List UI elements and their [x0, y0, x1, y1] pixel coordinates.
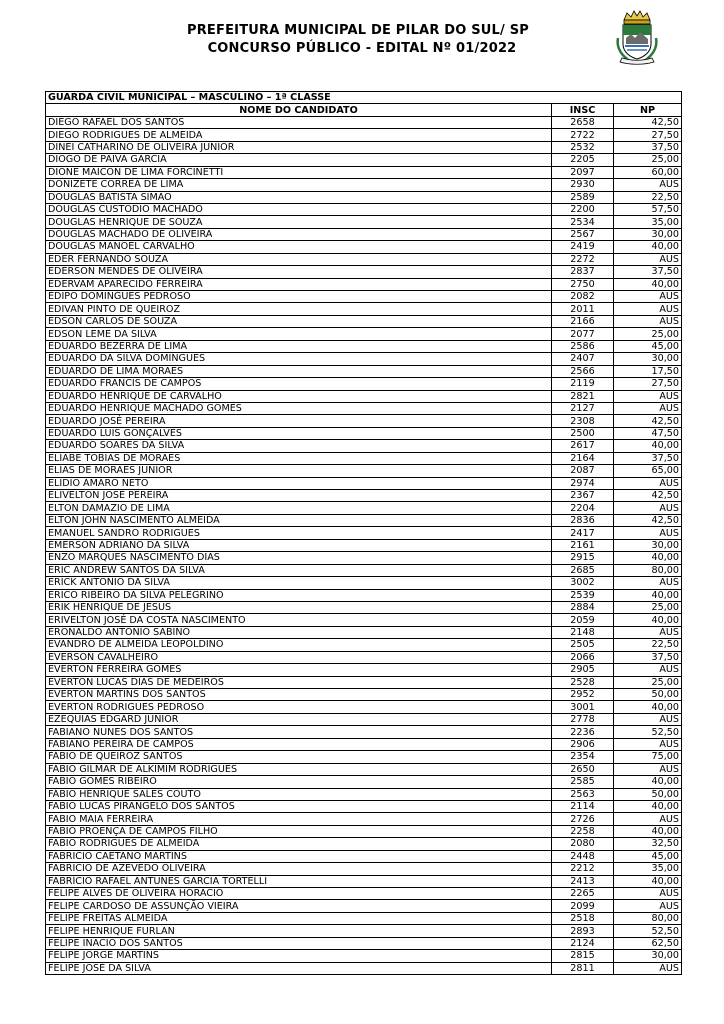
insc-cell: 2148 [552, 626, 614, 638]
insc-cell: 2272 [552, 253, 614, 265]
candidate-name-cell: EDUARDO BEZERRA DE LIMA [46, 340, 552, 352]
table-row [46, 328, 682, 340]
table-row [46, 937, 682, 949]
table-row [46, 962, 682, 974]
insc-cell: 2528 [552, 676, 614, 688]
np-cell: 42,50 [614, 514, 682, 526]
candidate-name-cell: EMANUEL SANDRO RODRIGUES [46, 527, 552, 539]
np-cell: AUS [614, 713, 682, 725]
np-cell: AUS [614, 390, 682, 402]
np-cell: 40,00 [614, 278, 682, 290]
table-row [46, 402, 682, 414]
np-cell: 50,00 [614, 788, 682, 800]
column-header-insc: INSC [552, 104, 614, 116]
insc-cell: 2585 [552, 776, 614, 788]
insc-cell: 2097 [552, 166, 614, 178]
np-cell: AUS [614, 502, 682, 514]
candidate-name-cell: FELIPE CARDOSO DE ASSUNÇÃO VIEIRA [46, 900, 552, 912]
table-row [46, 390, 682, 402]
insc-cell: 2722 [552, 129, 614, 141]
np-cell: 37,50 [614, 266, 682, 278]
municipal-coat-of-arms-icon [614, 8, 660, 66]
table-row [46, 266, 682, 278]
table-row [46, 676, 682, 688]
insc-cell: 2974 [552, 477, 614, 489]
np-cell: AUS [614, 527, 682, 539]
insc-cell: 2099 [552, 900, 614, 912]
candidate-name-cell: DIEGO RAFAEL DOS SANTOS [46, 116, 552, 128]
np-cell: 25,00 [614, 328, 682, 340]
table-row [46, 315, 682, 327]
table-row [46, 141, 682, 153]
np-cell: 35,00 [614, 216, 682, 228]
insc-cell: 2413 [552, 875, 614, 887]
table-row [46, 626, 682, 638]
candidate-name-cell: FÁBIO HENRIQUE SALES COUTO [46, 788, 552, 800]
insc-cell: 2563 [552, 788, 614, 800]
insc-cell: 2532 [552, 141, 614, 153]
insc-cell: 2567 [552, 228, 614, 240]
candidate-name-cell: ELTON JOHN NASCIMENTO ALMEIDA [46, 514, 552, 526]
np-cell: AUS [614, 664, 682, 676]
table-row [46, 664, 682, 676]
insc-cell: 2750 [552, 278, 614, 290]
np-cell: 32,50 [614, 838, 682, 850]
candidate-name-cell: FELIPE ALVES DE OLIVEIRA HORÁCIO [46, 888, 552, 900]
np-cell: 40,00 [614, 552, 682, 564]
np-cell: 52,50 [614, 726, 682, 738]
table-row [46, 552, 682, 564]
np-cell: 30,00 [614, 950, 682, 962]
candidate-name-cell: DONIZETE CORREA DE LIMA [46, 179, 552, 191]
table-row [46, 701, 682, 713]
table-row [46, 589, 682, 601]
candidate-name-cell: ERIC ANDREW SANTOS DA SILVA [46, 564, 552, 576]
candidate-name-cell: EDUARDO DA SILVA DOMINGUES [46, 353, 552, 365]
np-cell: 75,00 [614, 751, 682, 763]
candidate-name-cell: FABRICIO DE AZEVEDO OLIVEIRA [46, 863, 552, 875]
candidate-name-cell: ELIAS DE MORAES JUNIOR [46, 465, 552, 477]
candidate-name-cell: FABIANO PEREIRA DE CAMPOS [46, 738, 552, 750]
candidate-name-cell: ERIVELTON JOSÉ DA COSTA NASCIMENTO [46, 614, 552, 626]
insc-cell: 2893 [552, 925, 614, 937]
insc-cell: 2082 [552, 291, 614, 303]
np-cell: 40,00 [614, 825, 682, 837]
column-header-np: NP [614, 104, 682, 116]
insc-cell: 2011 [552, 303, 614, 315]
table-row [46, 228, 682, 240]
np-cell: 40,00 [614, 701, 682, 713]
table-row [46, 850, 682, 862]
candidate-name-cell: ÉDIPO DOMINGUES PEDROSO [46, 291, 552, 303]
table-row [46, 116, 682, 128]
np-cell: 60,00 [614, 166, 682, 178]
table-row [46, 452, 682, 464]
np-cell: 27,50 [614, 378, 682, 390]
insc-cell: 2836 [552, 514, 614, 526]
np-cell: 42,50 [614, 116, 682, 128]
table-row [46, 800, 682, 812]
insc-cell: 2539 [552, 589, 614, 601]
np-cell: AUS [614, 738, 682, 750]
insc-cell: 2166 [552, 315, 614, 327]
candidate-name-cell: EDERSON MENDES DE OLIVEIRA [46, 266, 552, 278]
insc-cell: 2906 [552, 738, 614, 750]
np-cell: 42,50 [614, 415, 682, 427]
table-row [46, 863, 682, 875]
insc-cell: 2566 [552, 365, 614, 377]
np-cell: AUS [614, 813, 682, 825]
np-cell: 27,50 [614, 129, 682, 141]
table-row [46, 203, 682, 215]
table-row [46, 763, 682, 775]
table-row [46, 539, 682, 551]
np-cell: 40,00 [614, 241, 682, 253]
insc-cell: 2448 [552, 850, 614, 862]
table-row [46, 278, 682, 290]
candidate-name-cell: FABIO GOMES RIBEIRO [46, 776, 552, 788]
candidate-name-cell: FELIPE INACIO DOS SANTOS [46, 937, 552, 949]
candidate-name-cell: EDERVAM APARECIDO FERREIRA [46, 278, 552, 290]
candidate-name-cell: FÁBIO PROENÇA DE CAMPOS FILHO [46, 825, 552, 837]
candidate-name-cell: ÉDER FERNANDO SOUZA [46, 253, 552, 265]
insc-cell: 2124 [552, 937, 614, 949]
np-cell: AUS [614, 763, 682, 775]
candidate-name-cell: EVERTON MARTINS DOS SANTOS [46, 689, 552, 701]
insc-cell: 2212 [552, 863, 614, 875]
np-cell: 40,00 [614, 776, 682, 788]
insc-cell: 2505 [552, 639, 614, 651]
np-cell: 52,50 [614, 925, 682, 937]
candidates-table [45, 91, 682, 975]
insc-cell: 2080 [552, 838, 614, 850]
insc-cell: 2164 [552, 452, 614, 464]
table-row [46, 253, 682, 265]
insc-cell: 2265 [552, 888, 614, 900]
np-cell: 80,00 [614, 912, 682, 924]
table-row [46, 776, 682, 788]
np-cell: 30,00 [614, 353, 682, 365]
candidate-name-cell: EDSON LEME DA SILVA [46, 328, 552, 340]
table-row [46, 925, 682, 937]
candidate-name-cell: FABIO LUCAS PIRANGELO DOS SANTOS [46, 800, 552, 812]
candidate-name-cell: FABRÍCIO RAFAEL ANTUNES GARCIA TORTELLI [46, 875, 552, 887]
table-row [46, 365, 682, 377]
np-cell: 30,00 [614, 539, 682, 551]
table-row [46, 713, 682, 725]
insc-cell: 2205 [552, 154, 614, 166]
np-cell: 40,00 [614, 614, 682, 626]
insc-cell: 2500 [552, 427, 614, 439]
table-row [46, 825, 682, 837]
candidate-name-cell: EVERTON FERREIRA GOMES [46, 664, 552, 676]
np-cell: 40,00 [614, 440, 682, 452]
insc-cell: 2534 [552, 216, 614, 228]
candidate-name-cell: DOUGLAS MACHADO DE OLIVEIRA [46, 228, 552, 240]
np-cell: 47,50 [614, 427, 682, 439]
candidate-name-cell: EZEQUIAS EDGARD JUNIOR [46, 713, 552, 725]
insc-cell: 2884 [552, 601, 614, 613]
candidate-name-cell: ERIK HENRIQUE DE JESUS [46, 601, 552, 613]
insc-cell: 2119 [552, 378, 614, 390]
insc-cell: 2915 [552, 552, 614, 564]
insc-cell: 2407 [552, 353, 614, 365]
candidate-name-cell: FELIPE HENRIQUE FURLAN [46, 925, 552, 937]
candidate-name-cell: EDSON CARLOS DE SOUZA [46, 315, 552, 327]
candidate-name-cell: EDUARDO HENRIQUE MACHADO GOMES [46, 402, 552, 414]
table-row [46, 179, 682, 191]
candidate-name-cell: ELTON DAMAZIO DE LIMA [46, 502, 552, 514]
candidate-name-cell: DOUGLAS HENRIQUE DE SOUZA [46, 216, 552, 228]
insc-cell: 2905 [552, 664, 614, 676]
insc-cell: 2811 [552, 962, 614, 974]
table-row [46, 378, 682, 390]
np-cell: 25,00 [614, 154, 682, 166]
table-row [46, 813, 682, 825]
np-cell: AUS [614, 477, 682, 489]
table-row [46, 788, 682, 800]
insc-cell: 2837 [552, 266, 614, 278]
insc-cell: 2367 [552, 490, 614, 502]
table-row [46, 527, 682, 539]
insc-cell: 2200 [552, 203, 614, 215]
np-cell: 22,50 [614, 639, 682, 651]
candidate-name-cell: FABIANO NUNES DOS SANTOS [46, 726, 552, 738]
table-row [46, 950, 682, 962]
table-row [46, 689, 682, 701]
np-cell: 80,00 [614, 564, 682, 576]
insc-cell: 2930 [552, 179, 614, 191]
candidate-name-cell: ERONALDO ANTONIO SABINO [46, 626, 552, 638]
candidate-name-cell: FABIO MAIA FERREIRA [46, 813, 552, 825]
np-cell: 25,00 [614, 601, 682, 613]
table-row [46, 564, 682, 576]
candidate-name-cell: DOUGLAS MANOEL CARVALHO [46, 241, 552, 253]
candidate-name-cell: EVERSON CAVALHEIRO [46, 651, 552, 663]
table-row [46, 614, 682, 626]
candidate-name-cell: EMERSON ADRIANO DA SILVA [46, 539, 552, 551]
table-caption: GUARDA CIVIL MUNICIPAL – MASCULINO – 1ª CLASSE [46, 92, 682, 104]
candidate-name-cell: FABIO RODRIGUES DE ALMEIDA [46, 838, 552, 850]
table-row [46, 912, 682, 924]
np-cell: 40,00 [614, 875, 682, 887]
insc-cell: 2417 [552, 527, 614, 539]
table-row [46, 291, 682, 303]
np-cell: AUS [614, 962, 682, 974]
np-cell: 35,00 [614, 863, 682, 875]
np-cell: AUS [614, 577, 682, 589]
table-row [46, 166, 682, 178]
np-cell: AUS [614, 179, 682, 191]
table-row [46, 353, 682, 365]
candidate-name-cell: EDUARDO SOARES DA SILVA [46, 440, 552, 452]
table-row [46, 888, 682, 900]
insc-cell: 2258 [552, 825, 614, 837]
insc-cell: 2778 [552, 713, 614, 725]
insc-cell: 2650 [552, 763, 614, 775]
table-row [46, 738, 682, 750]
table-row [46, 415, 682, 427]
insc-cell: 2354 [552, 751, 614, 763]
candidate-name-cell: EVERTON RODRIGUES PEDROSO [46, 701, 552, 713]
candidate-name-cell: ELIVELTON JOSÉ PEREIRA [46, 490, 552, 502]
table-row [46, 577, 682, 589]
insc-cell: 2589 [552, 191, 614, 203]
table-row [46, 241, 682, 253]
table-row [46, 838, 682, 850]
candidate-name-cell: FABIO GILMAR DE ALKIMIM RODRIGUES [46, 763, 552, 775]
np-cell: AUS [614, 888, 682, 900]
insc-cell: 2518 [552, 912, 614, 924]
table-row [46, 465, 682, 477]
table-row [46, 875, 682, 887]
insc-cell: 2952 [552, 689, 614, 701]
candidate-name-cell: FÁBIO DE QUEIROZ SANTOS [46, 751, 552, 763]
np-cell: AUS [614, 315, 682, 327]
insc-cell: 2127 [552, 402, 614, 414]
candidate-name-cell: ENZO MARQUES NASCIMENTO DIAS [46, 552, 552, 564]
candidate-name-cell: EDIVAN PINTO DE QUEIROZ [46, 303, 552, 315]
candidate-name-cell: EVANDRO DE ALMEIDA LEOPOLDINO [46, 639, 552, 651]
insc-cell: 2114 [552, 800, 614, 812]
table-row [46, 490, 682, 502]
table-row [46, 129, 682, 141]
np-cell: AUS [614, 253, 682, 265]
table-row [46, 440, 682, 452]
candidate-name-cell: FELIPE JORGE MARTINS [46, 950, 552, 962]
np-cell: 42,50 [614, 490, 682, 502]
insc-cell: 2059 [552, 614, 614, 626]
candidate-name-cell: EDUARDO DE LIMA MORAES [46, 365, 552, 377]
np-cell: 45,00 [614, 850, 682, 862]
candidate-name-cell: EDUARDO HENRIQUE DE CARVALHO [46, 390, 552, 402]
insc-cell: 2066 [552, 651, 614, 663]
table-row [46, 216, 682, 228]
column-header-name: NOME DO CANDIDATO [46, 104, 552, 116]
header-subtitle: CONCURSO PÚBLICO - EDITAL Nº 01/2022 [207, 41, 517, 56]
insc-cell: 2308 [552, 415, 614, 427]
candidate-name-cell: EDUARDO LUIS GONÇALVES [46, 427, 552, 439]
table-row [46, 477, 682, 489]
table-row [46, 726, 682, 738]
insc-cell: 2726 [552, 813, 614, 825]
insc-cell: 2821 [552, 390, 614, 402]
table-row [46, 191, 682, 203]
candidate-name-cell: DIONE MAICON DE LIMA FORCINETTI [46, 166, 552, 178]
insc-cell: 2161 [552, 539, 614, 551]
insc-cell: 2204 [552, 502, 614, 514]
np-cell: 37,50 [614, 452, 682, 464]
candidate-name-cell: FELIPE JOSÉ DA SILVA [46, 962, 552, 974]
table-row [46, 900, 682, 912]
table-row [46, 514, 682, 526]
np-cell: AUS [614, 402, 682, 414]
candidate-name-cell: ERICK ANTÔNIO DA SILVA [46, 577, 552, 589]
np-cell: 40,00 [614, 589, 682, 601]
np-cell: 37,50 [614, 651, 682, 663]
insc-cell: 2617 [552, 440, 614, 452]
candidate-name-cell: ELIABE TOBIAS DE MORAES [46, 452, 552, 464]
header-title: PREFEITURA MUNICIPAL DE PILAR DO SUL/ SP [186, 23, 529, 38]
insc-cell: 2419 [552, 241, 614, 253]
table-row [46, 639, 682, 651]
candidate-name-cell: DINEI CATHARINO DE OLIVEIRA JUNIOR [46, 141, 552, 153]
candidate-name-cell: FABRICIO CAETANO MARTINS [46, 850, 552, 862]
np-cell: 17,50 [614, 365, 682, 377]
candidate-name-cell: DIOGO DE PAIVA GARCIA [46, 154, 552, 166]
candidate-name-cell: EVERTON LUCAS DIAS DE MEDEIROS [46, 676, 552, 688]
np-cell: AUS [614, 626, 682, 638]
insc-cell: 2658 [552, 116, 614, 128]
np-cell: 45,00 [614, 340, 682, 352]
table-row [46, 427, 682, 439]
np-cell: 50,00 [614, 689, 682, 701]
np-cell: 65,00 [614, 465, 682, 477]
np-cell: 22,50 [614, 191, 682, 203]
table-row [46, 340, 682, 352]
np-cell: AUS [614, 291, 682, 303]
np-cell: 37,50 [614, 141, 682, 153]
candidate-name-cell: ELIDIO AMARO NETO [46, 477, 552, 489]
insc-cell: 3002 [552, 577, 614, 589]
np-cell: 30,00 [614, 228, 682, 240]
np-cell: 62,50 [614, 937, 682, 949]
insc-cell: 2087 [552, 465, 614, 477]
table-row [46, 651, 682, 663]
insc-cell: 3001 [552, 701, 614, 713]
table-row [46, 751, 682, 763]
candidate-name-cell: EDUARDO JOSÉ PEREIRA [46, 415, 552, 427]
np-cell: AUS [614, 900, 682, 912]
candidate-name-cell: ERICO RIBEIRO DA SILVA PELEGRINO [46, 589, 552, 601]
insc-cell: 2236 [552, 726, 614, 738]
candidate-name-cell: DIEGO RODRIGUES DE ALMEIDA [46, 129, 552, 141]
candidate-name-cell: DOUGLAS BATISTA SIMÃO [46, 191, 552, 203]
np-cell: 57,50 [614, 203, 682, 215]
table-row [46, 303, 682, 315]
insc-cell: 2077 [552, 328, 614, 340]
np-cell: 25,00 [614, 676, 682, 688]
insc-cell: 2586 [552, 340, 614, 352]
insc-cell: 2685 [552, 564, 614, 576]
table-row [46, 154, 682, 166]
candidate-name-cell: DOUGLAS CUSTODIO MACHADO [46, 203, 552, 215]
table-row [46, 502, 682, 514]
table-row [46, 601, 682, 613]
insc-cell: 2815 [552, 950, 614, 962]
candidate-name-cell: FELIPE FREITAS ALMEIDA [46, 912, 552, 924]
candidate-name-cell: EDUARDO FRANCIS DE CAMPOS [46, 378, 552, 390]
np-cell: AUS [614, 303, 682, 315]
np-cell: 40,00 [614, 800, 682, 812]
